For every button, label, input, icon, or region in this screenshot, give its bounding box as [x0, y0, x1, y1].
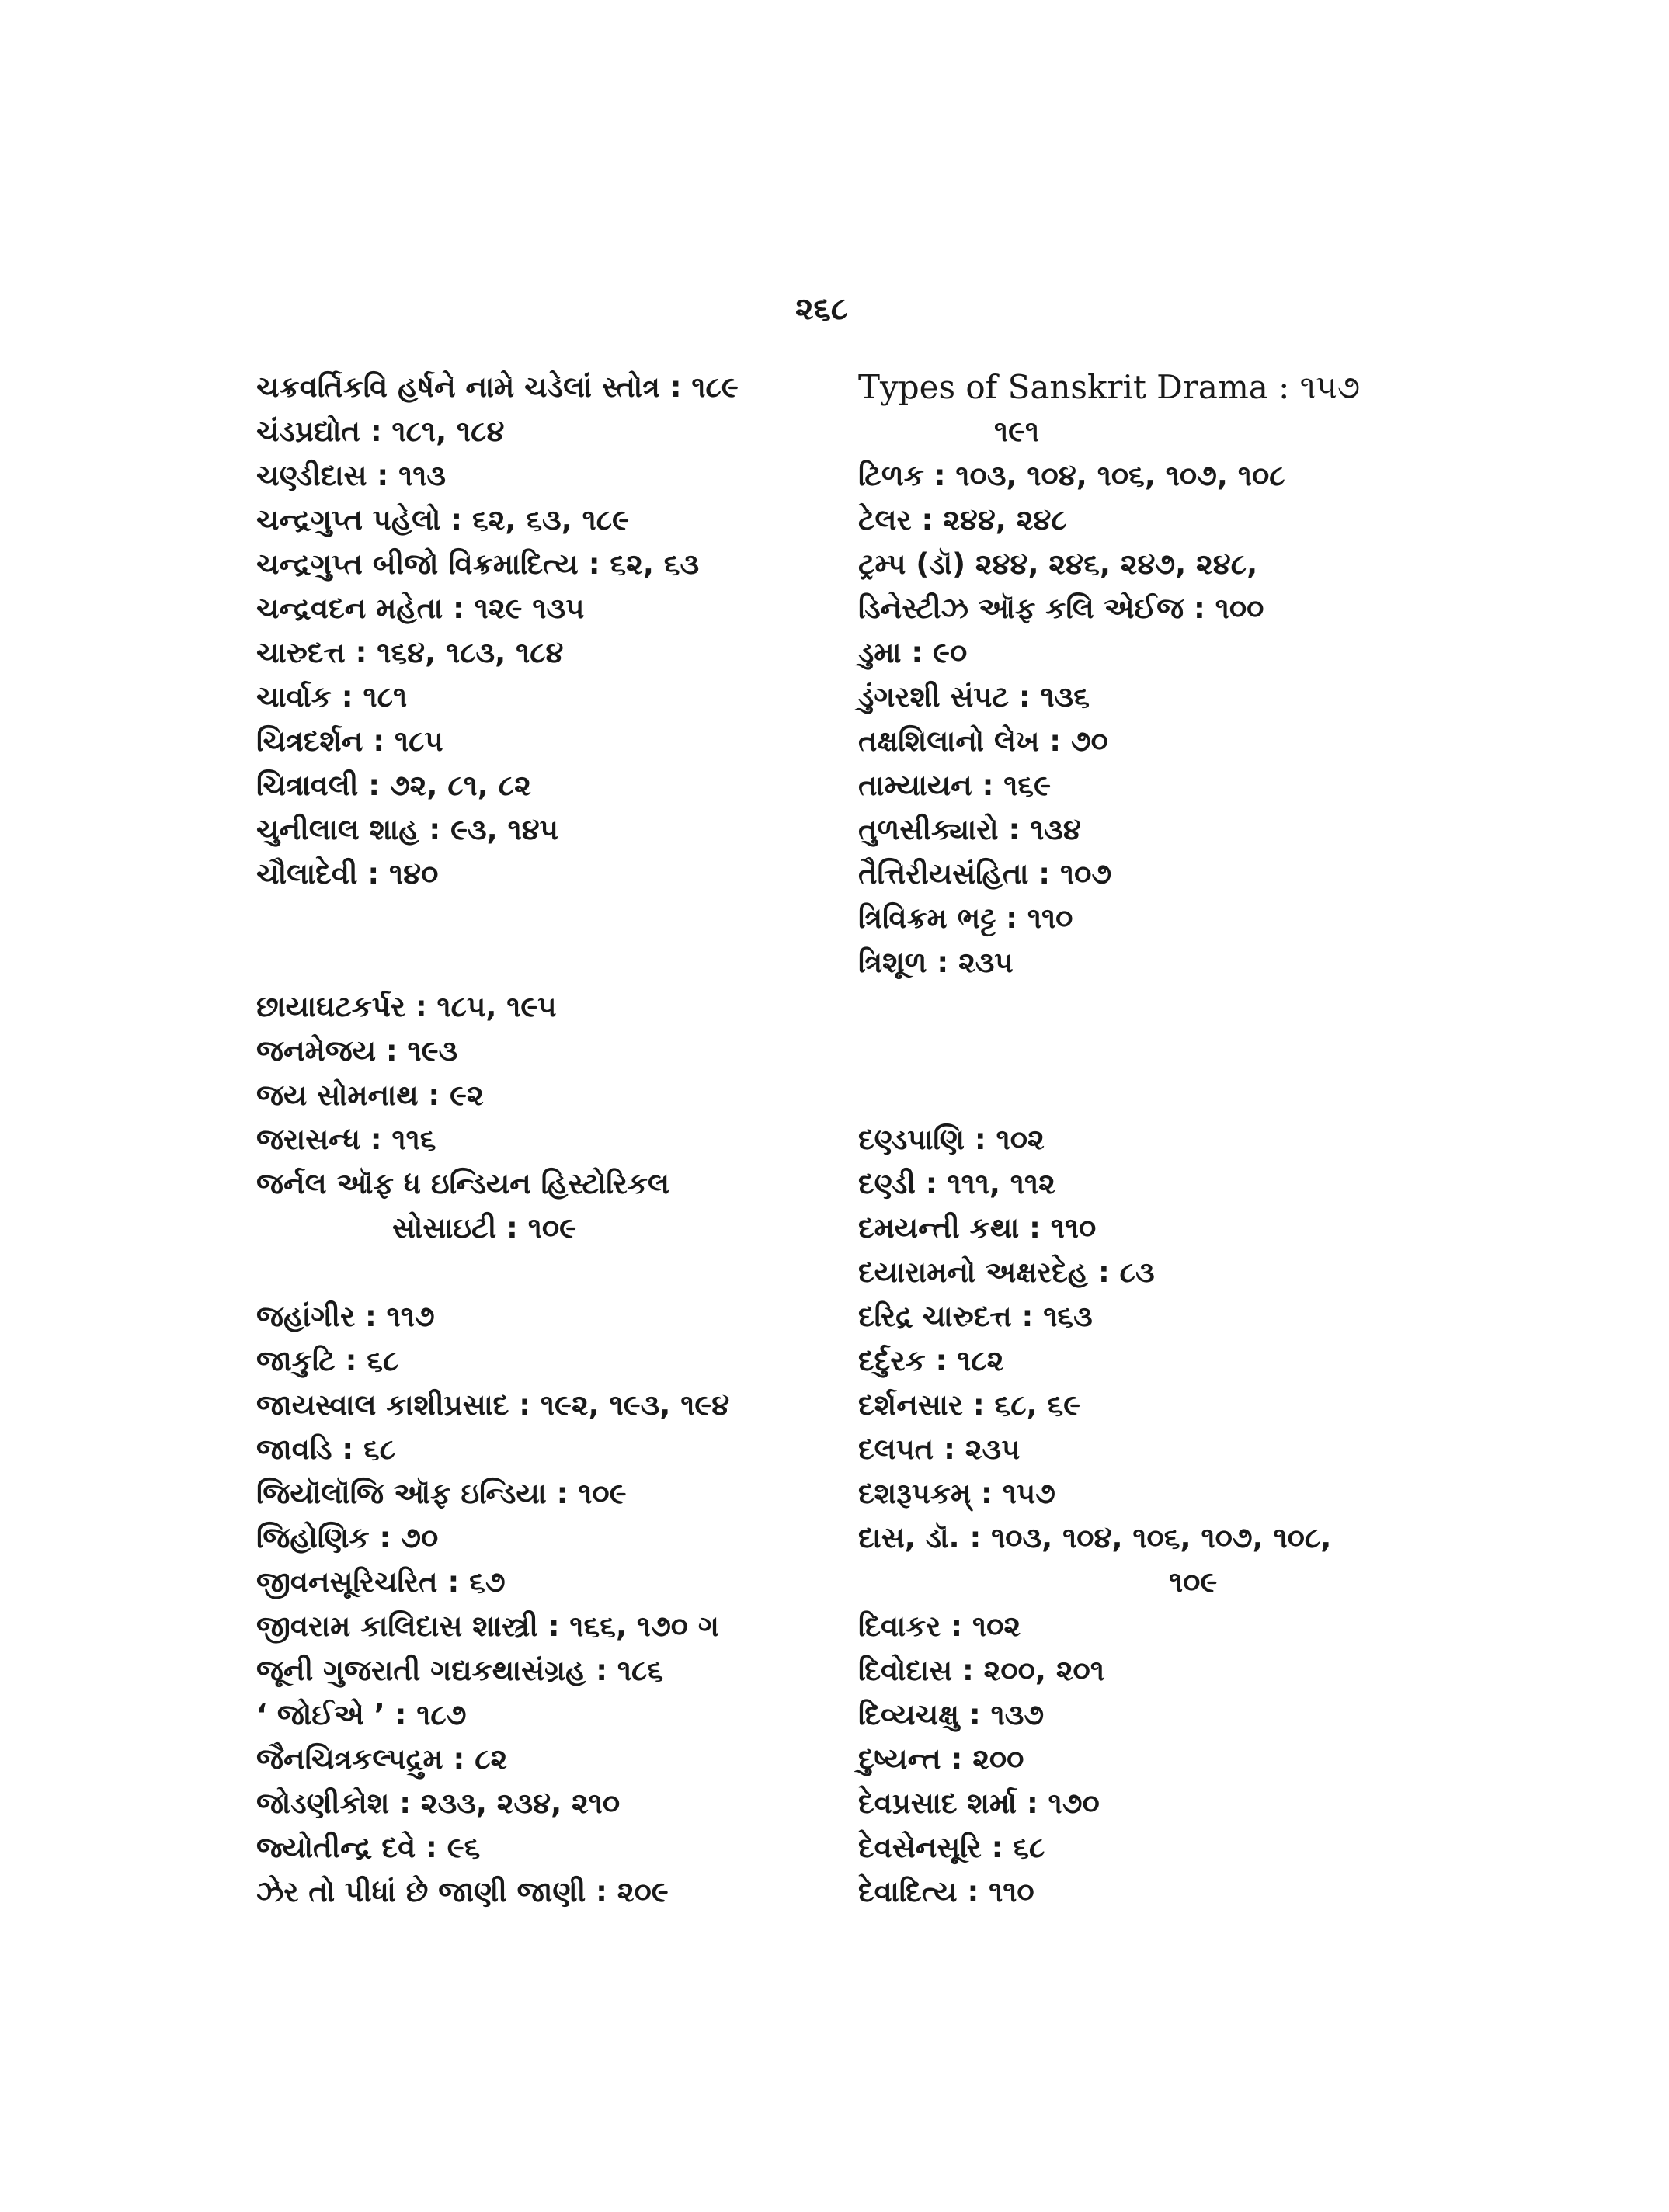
index-entry: જૂની ગુજરાતી ગદ્યકથાસંગ્રહ : ૧૮૬ [256, 1654, 664, 1687]
index-entry: Types of Sanskrit Drama : ૧૫૭ [858, 368, 1361, 406]
index-entry: ચન્દ્રવદન મહેતા : ૧૨૯ ૧૩૫ [256, 592, 585, 625]
index-entry: તામ્યાયન : ૧૬૯ [858, 769, 1052, 802]
index-entry: જરાસન્ધ : ૧૧૬ [256, 1123, 436, 1156]
index-entry: દેવસેનસૂરિ : ૬૮ [858, 1831, 1045, 1864]
index-entry: ચુનીલાલ શાહ : ૯૩, ૧૪૫ [256, 813, 558, 846]
index-entry: ચણ્ડીદાસ : ૧૧૩ [256, 459, 446, 492]
index-entry: ચક્રવર્તિકવિ હર્ષને નામે ચડેલાં સ્તોત્ર : ૧૮૯ [256, 370, 739, 404]
index-entry: ‘ જોઈએ ’ : ૧૮૭ [256, 1698, 467, 1731]
index-column-left [256, 365, 800, 1914]
index-entry: ચૌલાદેવી : ૧૪૦ [256, 857, 439, 891]
index-spacer [256, 940, 800, 984]
index-spacer [858, 1029, 1464, 1073]
index-entry: ટ્રમ્પ (ડૉ) ૨૪૪, ૨૪૬, ૨૪૭, ૨૪૮, [858, 547, 1258, 581]
index-entry: જનમેજય : ૧૯૩ [256, 1034, 458, 1068]
index-entry: ડુંગરશી સંપટ : ૧૩૬ [858, 680, 1090, 714]
index-entry: દેવપ્રસાદ શર્મા : ૧૭૦ [858, 1787, 1100, 1820]
index-entry: ત્રિવિક્રમ ભટ્ટ : ૧૧૦ [858, 901, 1073, 935]
index-entry: ૧૦૯ [1169, 1565, 1218, 1599]
index-entry: દલપત : ૨૩૫ [858, 1432, 1021, 1466]
index-entry: દર્દુરક : ૧૮૨ [858, 1344, 1004, 1377]
page-number: ૨૬૮ [795, 291, 848, 327]
index-entry: ડિનેસ્ટીઝ ઑફ કલિ એઈજ : ૧૦૦ [858, 592, 1264, 625]
index-entry: દુષ્યન્ત : ૨૦૦ [858, 1742, 1024, 1776]
index-entry: જીવરામ કાલિદાસ શાસ્ત્રી : ૧૬૬, ૧૭૦ ગ [256, 1610, 719, 1643]
index-entry: ઝેર તો પીધાં છે જાણી જાણી : ૨૦૯ [256, 1875, 669, 1908]
index-entry: ડુમા : ૯૦ [858, 636, 968, 669]
index-entry: જાકુટિ : ૬૮ [256, 1344, 399, 1377]
index-entry: જય સોમનાથ : ૯૨ [256, 1078, 484, 1112]
index-spacer [858, 1073, 1464, 1117]
index-entry: દણ્ડી : ૧૧૧, ૧૧૨ [858, 1167, 1055, 1200]
index-entry: જીવનસૂરિચરિત : ૬૭ [256, 1565, 506, 1599]
index-entry: જિહોણિક : ૭૦ [256, 1521, 439, 1554]
index-spacer [256, 1250, 800, 1294]
index-entry: જિયૉલૉજિ ઑફ ઇન્ડિયા : ૧૦૯ [256, 1477, 627, 1510]
index-entry: દરિદ્ર ચારુદત્ત : ૧૬૩ [858, 1300, 1093, 1333]
index-column-right [858, 365, 1464, 1914]
index-entry: ચન્દ્રગુપ્ત પહેલો : ૬૨, ૬૩, ૧૮૯ [256, 503, 630, 537]
index-entry: સોસાઇટી : ૧૦૯ [392, 1211, 577, 1245]
index-spacer [858, 984, 1464, 1029]
index-entry: ચિત્રાવલી : ૭૨, ૮૧, ૮૨ [256, 769, 531, 802]
index-entry: ચન્દ્રગુપ્ત બીજો વિક્રમાદિત્ય : ૬૨, ૬૩ [256, 547, 700, 581]
index-entry: દેવાદિત્ય : ૧૧૦ [858, 1875, 1034, 1908]
index-spacer [256, 896, 800, 940]
index-entry: ચંડપ્રદ્યોત : ૧૮૧, ૧૮૪ [256, 415, 505, 448]
index-entry: દયારામનો અક્ષરદેહ : ૮૩ [858, 1255, 1155, 1289]
index-entry: દિવ્યચક્ષુ : ૧૩૭ [858, 1698, 1045, 1731]
index-entry: દમયન્તી કથા : ૧૧૦ [858, 1211, 1097, 1245]
index-entry: જર્નલ ઑફ ધ ઇન્ડિયન હિસ્ટોરિકલ [256, 1167, 669, 1200]
index-entry: જૈનચિત્રકલ્પદ્રુમ : ૮૨ [256, 1742, 508, 1776]
index-entry: ત્રિશૂળ : ૨૩૫ [858, 946, 1014, 979]
index-entry: ટિળક : ૧૦૩, ૧૦૪, ૧૦૬, ૧૦૭, ૧૦૮ [858, 459, 1285, 492]
index-entry: ટેલર : ૨૪૪, ૨૪૮ [858, 503, 1067, 537]
index-entry: તક્ષશિલાનો લેખ : ૭૦ [858, 724, 1108, 758]
index-entry: દિવોદાસ : ૨૦૦, ૨૦૧ [858, 1654, 1104, 1687]
index-entry: જાયસ્વાલ કાશીપ્રસાદ : ૧૯૨, ૧૯૩, ૧૯૪ [256, 1388, 730, 1422]
index-entry: તૈત્તિરીયસંહિતા : ૧૦૭ [858, 857, 1112, 891]
index-entry: જ્યોતીન્દ્ર દવે : ૯૬ [256, 1831, 481, 1864]
index-entry: ચારુદત્ત : ૧૬૪, ૧૮૩, ૧૮૪ [256, 636, 564, 669]
index-entry: ચાર્વાક : ૧૮૧ [256, 680, 408, 714]
index-entry: જહાંગીર : ૧૧૭ [256, 1300, 435, 1333]
index-entry: દશરૂપકમ્ : ૧૫૭ [858, 1477, 1055, 1510]
index-entry: દિવાકર : ૧૦૨ [858, 1610, 1021, 1643]
index-entry: જાવડિ : ૬૮ [256, 1432, 396, 1466]
index-entry: ૧૯૧ [994, 415, 1040, 448]
index-entry: દર્શનસાર : ૬૮, ૬૯ [858, 1388, 1081, 1422]
index-entry: દણ્ડપાણિ : ૧૦૨ [858, 1123, 1045, 1156]
index-entry: દાસ, ડૉ. : ૧૦૩, ૧૦૪, ૧૦૬, ૧૦૭, ૧૦૮, [858, 1521, 1332, 1554]
index-entry: તુળસીક્યારો : ૧૩૪ [858, 813, 1081, 846]
index-entry: જોડણીકોશ : ૨૩૩, ૨૩૪, ૨૧૦ [256, 1787, 621, 1820]
index-entry: છાયાઘટકર્પર : ૧૮૫, ૧૯૫ [256, 990, 557, 1023]
index-entry: ચિત્રદર્શન : ૧૮૫ [256, 724, 443, 758]
